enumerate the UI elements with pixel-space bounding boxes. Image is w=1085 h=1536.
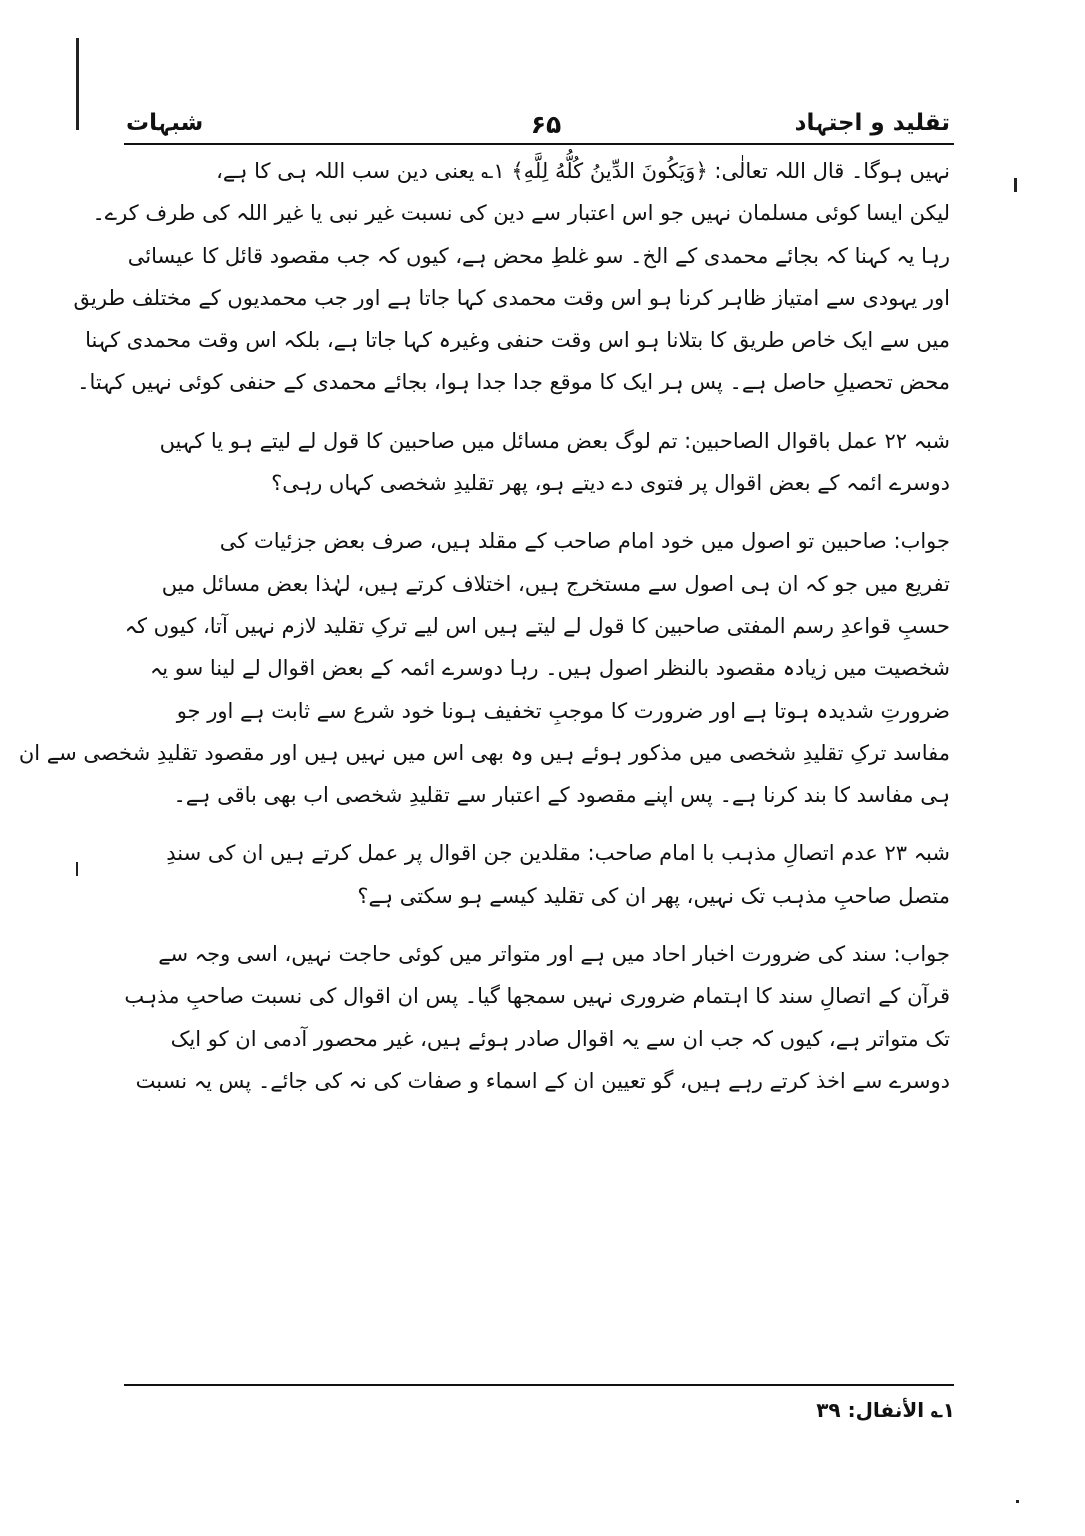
text-line: شبہ ۲۲ عمل باقوال الصاحبین: تم لوگ بعض مسائل میں صاحبین کا قول لے لیتے ہو یا کہیں	[159, 428, 950, 453]
scan-mark	[76, 862, 78, 876]
footnote: ۱؎ الأنفال: ۳۹	[816, 1398, 955, 1422]
footnote-rule	[124, 1384, 954, 1386]
page-body	[18, 150, 950, 1102]
scan-mark	[76, 38, 79, 130]
text-line: شبہ ۲۳ عدم اتصالِ مذہب با امام صاحب: مقلدین جن اقوال پر عمل کرتے ہیں ان کی سندِ	[166, 841, 950, 866]
paragraph-gap	[126, 816, 950, 832]
text-line: ضرورتِ شدیدہ ہوتا ہے اور ضرورت کا موجبِ تخفیف ہونا خود شرع سے ثابت ہے اور جو	[176, 698, 950, 723]
text-line: شخصیت میں زیادہ مقصود بالنظر اصول ہیں۔ رہا دوسرے ائمہ کے بعض اقوال لے لینا سو یہ	[149, 656, 950, 681]
text-line: میں سے ایک خاص طریق کا بتلانا ہو اس وقت حنفی وغیرہ کہا جاتا ہے، بلکہ اس وقت محمدی کہنا	[85, 328, 950, 353]
paragraph	[73, 150, 950, 404]
text-line: تفریع میں جو کہ ان ہی اصول سے مستخرج ہیں، اختلاف کرتے ہیں، لہٰذا بعض مسائل میں	[161, 571, 950, 596]
text-line: اور یہودی سے امتیاز ظاہر کرنا ہو اس وقت محمدی کہا جاتا ہے اور جب محمدیوں کے مختلف طریق	[73, 285, 950, 310]
text-line: لیکن ایسا کوئی مسلمان نہیں جو اس اعتبار سے دین کی نسبت غیر نبی یا غیر اللہ کی طرف کرے۔	[92, 201, 950, 226]
scan-mark	[1014, 178, 1017, 192]
header-section-title: شبہات	[126, 110, 204, 136]
text-line: رہا یہ کہنا کہ بجائے محمدی کے الخ۔ سو غلطِ محض ہے، کیوں کہ جب مقصود قائل کا عیسائی	[127, 243, 950, 268]
paragraph	[18, 520, 950, 816]
paragraph	[126, 832, 950, 917]
text-line: دوسرے ائمہ کے بعض اقوال پر فتوی دے دیتے ہو، پھر تقلیدِ شخصی کہاں رہی؟	[271, 471, 950, 496]
page-header	[126, 104, 950, 144]
page-number: ۶۵	[530, 110, 562, 139]
header-rule	[124, 143, 954, 145]
paragraph-gap	[126, 404, 950, 420]
text-line: قرآن کے اتصالِ سند کا اہتمام ضروری نہیں سمجھا گیا۔ پس ان اقوال کی نسبت صاحبِ مذہب	[124, 984, 950, 1009]
scan-mark	[1016, 1500, 1019, 1503]
header-book-title: تقلید و اجتہاد	[794, 110, 950, 136]
paragraph-gap	[126, 917, 950, 933]
text-line: نہیں ہوگا۔ قال اللہ تعالٰی: ﴿وَيَكُونَ الدِّينُ كُلُّهُ لِلَّهِ﴾ ۱؎ یعنی دین سب اللہ ہی کا ہے،	[216, 159, 950, 183]
text-line: جواب: صاحبین تو اصول میں خود امام صاحب کے مقلد ہیں، صرف بعض جزئیات کی	[219, 529, 950, 554]
text-line: جواب: سند کی ضرورت اخبار احاد میں ہے اور متواتر میں کوئی حاجت نہیں، اسی وجہ سے	[158, 942, 950, 967]
text-line: متصل صاحبِ مذہب تک نہیں، پھر ان کی تقلید کیسے ہو سکتی ہے؟	[357, 883, 950, 908]
text-line: تک متواتر ہے، کیوں کہ جب ان سے یہ اقوال صادر ہوئے ہیں، غیر محصور آدمی ان کو ایک	[170, 1026, 950, 1051]
paragraph	[126, 933, 950, 1102]
text-line: ہی مفاسد کا بند کرنا ہے۔ پس اپنے مقصود کے اعتبار سے تقلیدِ شخصی اب بھی باقی ہے۔	[173, 783, 950, 808]
text-line: دوسرے سے اخذ کرتے رہے ہیں، گو تعیین ان کے اسماء و صفات کی نہ کی جائے۔ پس یہ نسبت	[135, 1068, 950, 1093]
paragraph	[126, 420, 950, 505]
text-line: مفاسد ترکِ تقلیدِ شخصی میں مذکور ہوئے ہیں وہ بھی اس میں نہیں ہیں اور مقصود تقلیدِ شخصی سے ان	[18, 740, 950, 765]
text-line: حسبِ قواعدِ رسم المفتی صاحبین کا قول لے لیتے ہیں اس لیے ترکِ تقلید لازم نہیں آتا، کیوں کہ	[124, 613, 950, 638]
text-line: محض تحصیلِ حاصل ہے۔ پس ہر ایک کا موقع جدا جدا ہوا، بجائے محمدی کے حنفی کوئی نہیں کہتا۔	[77, 370, 950, 395]
paragraph-gap	[126, 504, 950, 520]
